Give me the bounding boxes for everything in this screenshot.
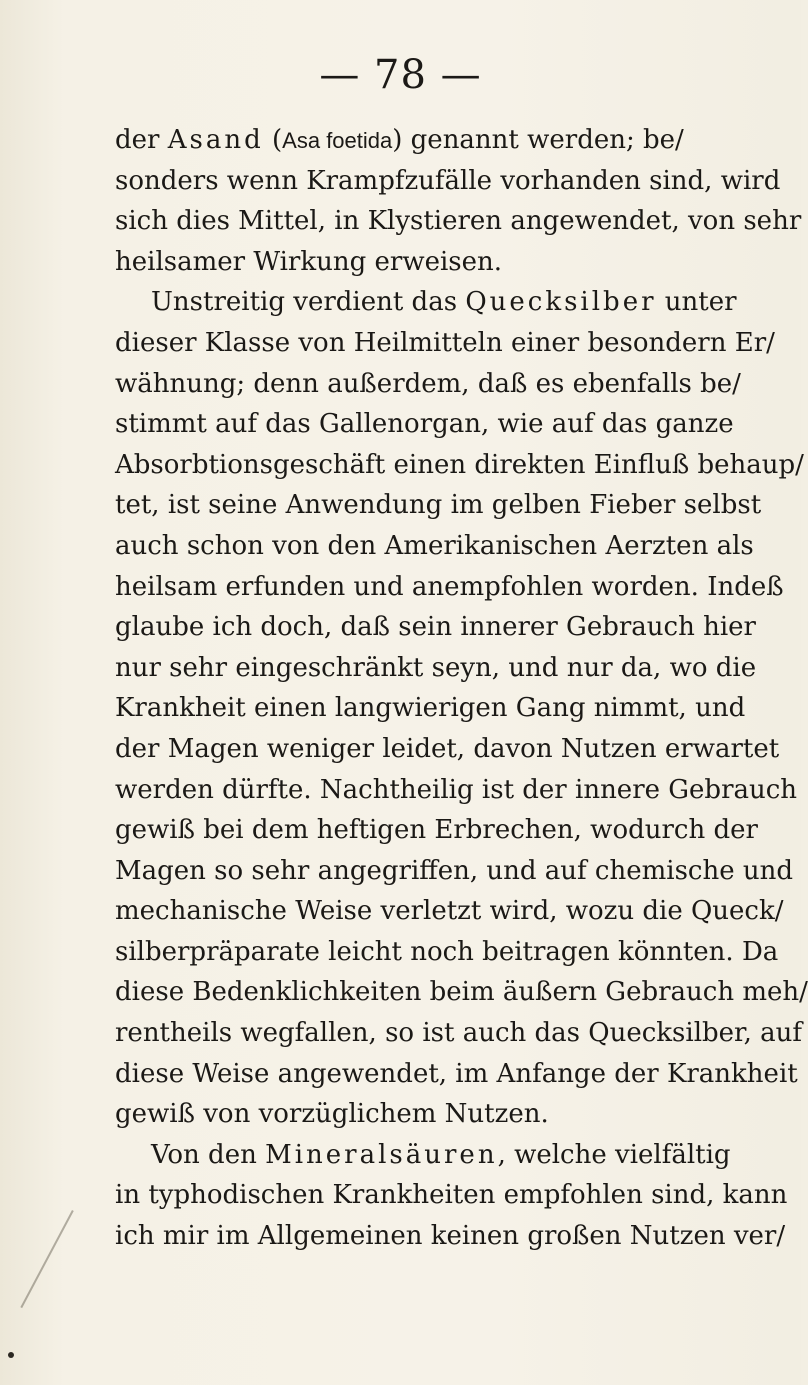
- text-line: diese Bedenklichkeiten beim äußern Gebrauch meh/: [115, 977, 808, 1008]
- text-line: dieser Klasse von Heilmitteln einer besondern Er/: [115, 327, 775, 358]
- term-mineralsaeuren: Mineralsäuren: [265, 1139, 498, 1170]
- text-line: stimmt auf das Gallenorgan, wie auf das ganze: [115, 409, 734, 440]
- text-line: der Asand (Asa foetida) genannt werden; be/: [115, 125, 684, 155]
- text-line: heilsam erfunden und anempfohlen worden. Indeß: [115, 571, 784, 602]
- text-line: tet, ist seine Anwendung im gelben Fieber selbst: [115, 490, 762, 521]
- text-line: wähnung; denn außerdem, daß es ebenfalls be/: [115, 368, 741, 399]
- ink-spot-icon: [8, 1352, 14, 1358]
- text-line: Krankheit einen langwierigen Gang nimmt, und: [115, 693, 746, 724]
- text-line: der Magen weniger leidet, davon Nutzen erwartet: [115, 733, 780, 764]
- latin-name: Asa foetida: [282, 128, 393, 153]
- text-line: Von den Mineralsäuren, welche vielfältig: [151, 1139, 731, 1170]
- text-line: in typhodischen Krankheiten empfohlen sind, kann: [115, 1180, 788, 1211]
- page-number: — 78 —: [319, 52, 482, 98]
- term-quecksilber: Quecksilber: [465, 287, 657, 318]
- text-line: Magen so sehr angegriffen, und auf chemische und: [115, 855, 794, 886]
- text-line: ich mir im Allgemeinen keinen großen Nutzen ver/: [115, 1221, 786, 1252]
- text-line: silberpräparate leicht noch beitragen könnten. Da: [115, 936, 779, 967]
- text-line: diese Weise angewendet, im Anfange der Krankheit: [115, 1058, 798, 1089]
- text-line: gewiß von vorzüglichem Nutzen.: [115, 1099, 549, 1130]
- text-line: auch schon von den Amerikanischen Aerzten als: [115, 530, 754, 561]
- text-line: glaube ich doch, daß sein innerer Gebrauch hier: [115, 612, 756, 643]
- text-line: heilsamer Wirkung erweisen.: [115, 246, 503, 277]
- pencil-mark-icon: [20, 1210, 73, 1308]
- text-line: nur sehr eingeschränkt seyn, und nur da, wo die: [115, 652, 757, 683]
- text-line: mechanische Weise verletzt wird, wozu die Queck/: [115, 896, 784, 927]
- text-line: Absorbtionsgeschäft einen direkten Einfluß behaup/: [115, 449, 804, 480]
- term-asand: Asand: [167, 125, 264, 155]
- text-line: gewiß bei dem heftigen Erbrechen, wodurch der: [115, 815, 758, 846]
- text-line: sich dies Mittel, in Klystieren angewendet, von sehr: [115, 206, 802, 237]
- body-text: [115, 120, 808, 1257]
- text-line: sonders wenn Krampfzufälle vorhanden sind, wird: [115, 165, 781, 196]
- text-line: Unstreitig verdient das Quecksilber unter: [151, 287, 737, 318]
- text-line: rentheils wegfallen, so ist auch das Quecksilber, auf: [115, 1018, 803, 1049]
- text-line: werden dürfte. Nachtheilig ist der innere Gebrauch: [115, 774, 798, 805]
